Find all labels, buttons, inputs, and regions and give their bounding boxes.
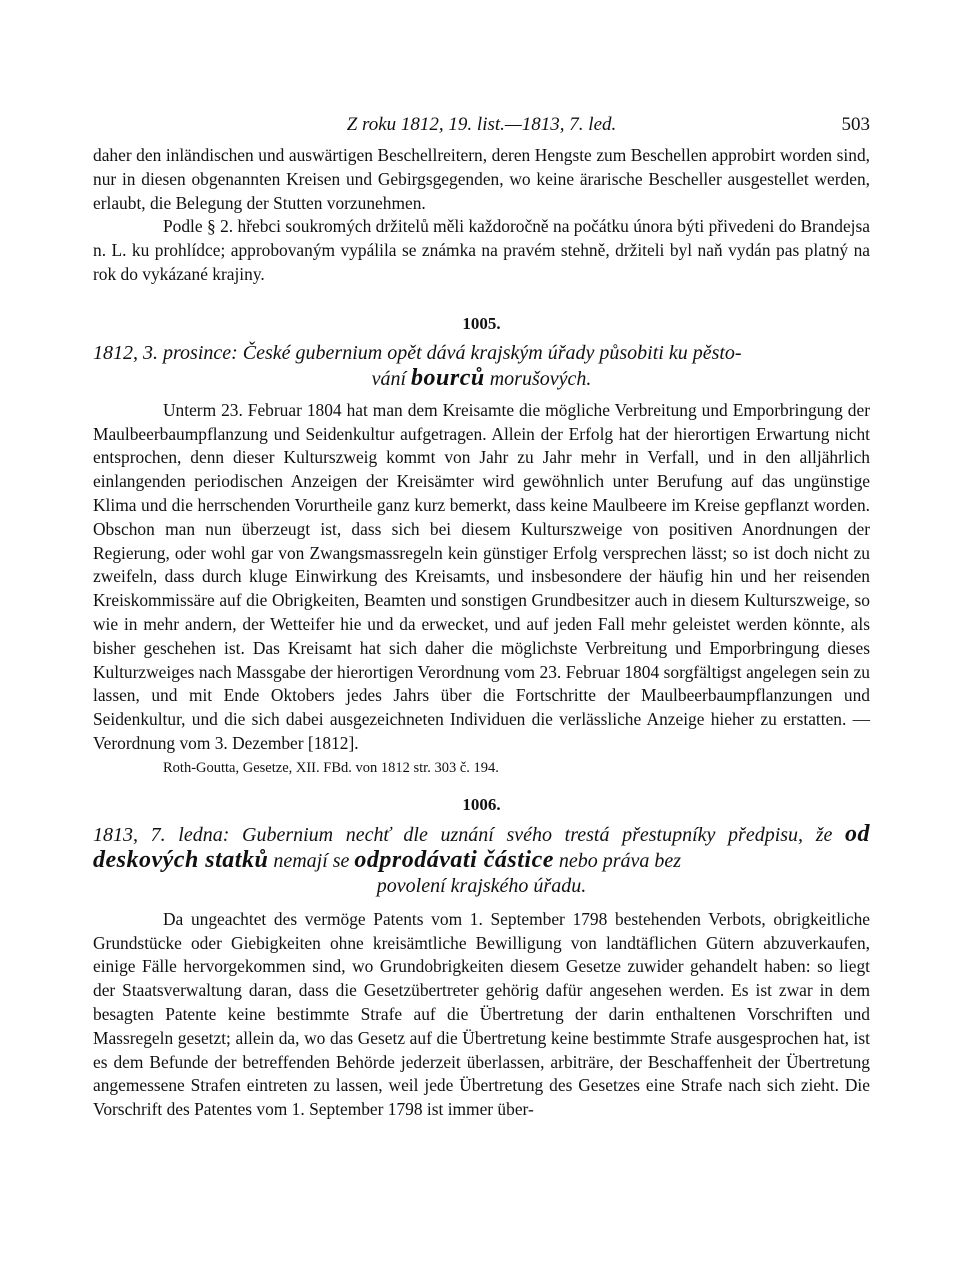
entry-text-1006: Da ungeachtet des vermöge Patents vom 1. September 1798 bestehenden Verbots, obrigkeitliche Grundstücke oder Giebigkeiten ohne kreisämtliche Bewilligung von landtäflichen Gütern abzuverkaufen, einige Fälle hervorgekommen sind, wo Grundobrigkeiten diesem Gesetze zuwider gehandelt haben: so liegt der Staatsverwaltung daran, dass die Gesetzübertreter gehörig dafür angesehen werden. Es ist zwar in dem besagten Patente keine bestimmte Strafe auf die Übertretung der darin enthaltenen Vorschriften und Massregeln gesetzt; allein da, wo das Gesetz auf die Übertretung keine bestimmte Strafe ausgesprochen hat, ist es dem Befunde der betreffenden Behörde jederzeit überlassen, arbiträre, der Beschaffenheit der Übertretung angemessene Strafen eintreten zu lassen, weil jede Übertretung des Gesetzes eine Strafe nach sich zieht. Die Vorschrift des Patentes vom 1. September 1798 ist immer über- [93,908,870,1120]
running-title: Z roku 1812, 19. list.—1813, 7. led. [346,114,617,135]
intro-paragraph-czech: Podle § 2. hřebci soukromých držitelů měli každoročně na počátku února býti přivedeni do Brandejsa n. L. ku prohlídce; approbovaným vypálila se známka na pravém stehně, držiteli byl naň vydán pas platný na rok do vykázané krajiny. [93,216,870,284]
intro-paragraph: daher den inländischen und auswärtigen Beschellreitern, deren Hengste zum Beschellen approbirt worden sind, nur in diesen obgenannten Kreisen und Gebirgsgegenden, wo keine ärarische Bescheller ausgestellet werden, erlaubt, die Belegung der Stutten vorzunehmen. [93,145,870,213]
entry-number-1006: 1006. [462,794,501,814]
running-header [93,112,870,142]
page-number: 503 [841,114,870,135]
entry-text-1005: Unterm 23. Februar 1804 hat man dem Kreisamte die mögliche Verbreitung und Emporbringung der Maulbeerbaumpflanzung und Seidenkultur aufgetragen. Allein der Erfolg hat der hierortigen Erwartung nicht entsprochen, denn dieser Kulturszweig kommt von Jahr zu Jahr mehr in Verfall, und in den alljährlich einlangenden periodischen Anzeigen der Kreisämter wird gewöhnlich unter Berufung auf das ungünstige Klima und die herrschenden Vorurtheile ganz kurz bemerkt, dass keine Maulbeere im Kreise gepflanzt worden. Obschon man nun überzeugt ist, dass sich bei diesem Kulturszweige von positiven Anordnungen der Regierung, oder wohl gar von Zwangsmassregeln kein günstiger Erfolg versprechen lässt; so ist doch nicht zu zweifeln, dass durch kluge Einwirkung des Kreisamts, und insbesondere der häufig hin und her reisenden Kreiskommissäre auf die Obrigkeiten, Beamten und sonstigen Grundbesitzer auch in diesem Kulturszweige, so wie in mehr andern, der Wetteifer hie und da erwecket, und auf jeden Fall mehr geleistet werden könnte, als bisher geschehen ist. Das Kreisamt hat sich daher die möglichste Verbreitung und Emporbringung dieses Kulturzweiges nach Massgabe der hierortigen Verordnung vom 23. Februar 1804 sorgfältigst angelegen sein zu lassen, und mit Ende Oktobers jedes Jahrs über die Fortschritte der Maulbeerbaumpflanzungen und Seidenkultur, und die sich dabei ausgezeichneten Individuen die verlässliche Anzeige hieher zu erstatten. — Verordnung vom 3. Dezember [1812]. [93,399,870,753]
entry-title-1006 [93,822,870,899]
document-page [93,112,870,1122]
entry-title-1005-emphasis: bourců [411,364,485,391]
entry-title-1005 [93,341,870,392]
entry-title-1005-part2: morušových. [484,367,592,390]
entry-title-1005-part1: vání [371,367,412,390]
entry-title-1006-part3: nebo práva bez [553,849,682,872]
entry-title-1006-emphasis1: od deskových statků [93,820,870,873]
entry-title-1006-part2: nemají se [268,849,355,872]
entry-title-1006-lastline: povolení krajského úřadu. [376,874,587,897]
entry-title-1005-line1: 1812, 3. prosince: České gubernium opět dává krajským úřady působiti ku pěsto- [93,341,742,364]
entry-title-1005-line2 [93,366,870,392]
entry-number-1005: 1005. [462,313,501,333]
entry-title-1006-emphasis2: odprodávati částice [354,846,554,873]
entry-title-1006-part1: 1813, 7. ledna: Gubernium nechť dle uznání svého trestá přestupníky předpisu, že [93,823,845,846]
source-citation: Roth-Goutta, Gesetze, XII. FBd. von 1812 str. 303 č. 194. [163,759,499,776]
